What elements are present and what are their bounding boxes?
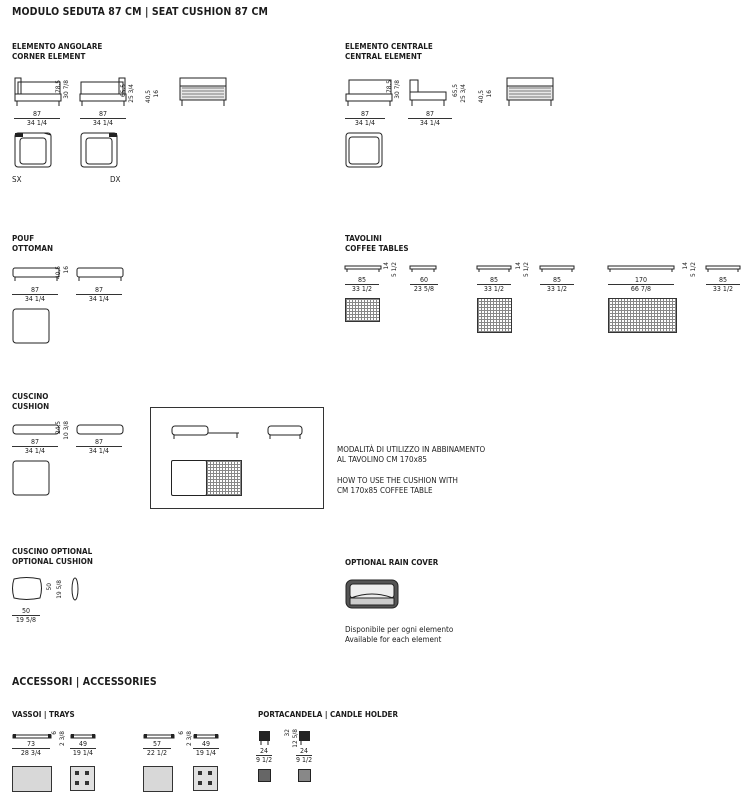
corner-w-in-1: 34 1/4: [14, 118, 60, 127]
tray-a-w-in: 28 3/4: [12, 748, 50, 757]
cushion-title: [12, 392, 49, 412]
table1-w-cm: 85: [357, 276, 366, 284]
corner-width-2: [80, 110, 126, 127]
rain-note-it: Disponibile per ogni elemento: [345, 625, 454, 634]
cushion-w-cm-2: 87: [94, 438, 103, 446]
pouf-h: 40,5: [54, 266, 62, 280]
central-h-total: 78,5: [385, 80, 393, 94]
pouf-h-in: 16: [62, 266, 70, 274]
cushion-title-it: CUSCINO: [12, 392, 49, 401]
central-w-in-2: 34 1/4: [408, 118, 452, 127]
tables-title-en: COFFEE TABLES: [345, 244, 409, 253]
table1-depth: [410, 276, 438, 293]
candle-title: PORTACANDELA | CANDLE HOLDER: [258, 710, 399, 719]
tray-b-w-cm: 57: [152, 740, 161, 748]
table3-d-cm: 85: [718, 276, 727, 284]
opt-cushion-w-cm: 50: [21, 607, 30, 615]
central-width-2: [408, 110, 452, 127]
table1-width: [345, 276, 379, 293]
table3-depth: [706, 276, 740, 293]
table2-h-in: 5 1/2: [522, 262, 530, 277]
central-h-total-in: 30 7/8: [393, 80, 401, 99]
usage-table-top: [206, 460, 242, 496]
table3-h: 14: [681, 262, 689, 270]
candle-h: 32: [283, 729, 291, 737]
pouf-title-it: POUF: [12, 234, 35, 243]
central-w-cm-2: 87: [425, 110, 434, 118]
central-back-view: [505, 76, 557, 108]
pouf-w-in-2: 34 1/4: [76, 294, 122, 303]
usage-en-line-2: CM 170x85 COFFEE TABLE: [337, 486, 433, 495]
tray-a-top-view-2: [70, 766, 98, 792]
cushion-title-en: CUSHION: [12, 402, 50, 411]
pouf-top-view: [12, 308, 52, 346]
corner-top-view-dx: [80, 132, 120, 170]
corner-h-seat-in: 25 3/4: [127, 84, 135, 103]
pouf-title-en: OTTOMAN: [12, 244, 53, 253]
table2-side-view: [540, 265, 580, 273]
pouf-width-2: [76, 286, 122, 303]
central-h-seat-in: 25 3/4: [459, 84, 467, 103]
candle-width-1: [256, 747, 272, 764]
cushion-width-1: [12, 438, 58, 455]
candle-w-in: 9 1/2: [256, 756, 273, 764]
central-w-in-1: 34 1/4: [345, 118, 385, 127]
central-title-it: ELEMENTO CENTRALE: [345, 42, 433, 51]
rain-note: [345, 625, 453, 645]
pouf-title: [12, 234, 53, 254]
candle-w-in-2: 9 1/2: [296, 756, 313, 764]
tray-b-d-in: 19 1/4: [193, 748, 219, 757]
corner-h-arm: 40,5: [144, 90, 152, 104]
central-title: [345, 42, 433, 62]
tray-b-d-cm: 49: [201, 740, 210, 748]
table1-d-in: 23 5/8: [410, 284, 438, 293]
central-title-en: CENTRAL ELEMENT: [345, 52, 422, 61]
tray-a-h-in: 2 3/8: [58, 731, 66, 746]
tables-title-it: TAVOLINI: [345, 234, 382, 243]
tray-b-w-in: 22 1/2: [143, 748, 171, 757]
pouf-w-cm-1: 87: [30, 286, 39, 294]
table2-w-in: 33 1/2: [477, 284, 511, 293]
table1-d-cm: 60: [419, 276, 428, 284]
cushion-w-cm-1: 87: [30, 438, 39, 446]
candle-w-cm-2: 24: [299, 747, 308, 755]
corner-w-cm-1: 87: [32, 110, 41, 118]
cushion-width-2: [76, 438, 122, 455]
table3-w-in: 66 7/8: [608, 284, 674, 293]
opt-cushion-w-in: 19 5/8: [12, 615, 40, 624]
usage-it-line-1: MODALITÀ DI UTILIZZO IN ABBINAMENTO: [337, 445, 486, 454]
tray-a-d-cm: 49: [78, 740, 87, 748]
candle-top-view-2: [298, 769, 311, 782]
central-h-seat: 65,5: [451, 84, 459, 98]
tray-b-h-in: 2 3/8: [185, 731, 193, 746]
central-h-arm-in: 16: [485, 90, 493, 98]
cushion-h: 24,5: [54, 421, 62, 435]
corner-title-en: CORNER ELEMENT: [12, 52, 86, 61]
pouf-w-in-1: 34 1/4: [12, 294, 58, 303]
trays-title: VASSOI | TRAYS: [12, 710, 75, 719]
corner-title-it: ELEMENTO ANGOLARE: [12, 42, 103, 51]
tray-b-top-view-2: [193, 766, 221, 792]
tray-a-d-in: 19 1/4: [70, 748, 96, 757]
table1-side-view: [410, 265, 440, 273]
corner-h-total: 78,5: [54, 80, 62, 94]
opt-cushion-side-view: [70, 576, 80, 602]
table1-h: 14: [382, 262, 390, 270]
opt-cushion-h: 50: [45, 583, 53, 591]
central-h-arm: 40,5: [477, 90, 485, 104]
pouf-width-1: [12, 286, 58, 303]
table1-top-view: [345, 298, 380, 322]
usage-note-en: [337, 476, 458, 496]
usage-diagram-box: [150, 407, 324, 509]
corner-title: [12, 42, 102, 62]
table2-d-in: 33 1/2: [540, 284, 574, 293]
usage-it-line-2: AL TAVOLINO CM 170x85: [337, 455, 427, 464]
page-title: MODULO SEDUTA 87 CM | SEAT CUSHION 87 CM: [12, 6, 268, 18]
candle-h-in: 12 5/8: [291, 729, 299, 748]
rain-title: OPTIONAL RAIN COVER: [345, 558, 439, 567]
opt-cushion-title: [12, 547, 93, 567]
usage-side-view: [267, 424, 307, 440]
usage-front-view: [171, 424, 251, 440]
table2-width: [477, 276, 511, 293]
tray-b-depth: [193, 740, 219, 757]
corner-label-dx: DX: [110, 175, 121, 184]
corner-side-view: [178, 76, 230, 108]
usage-cushion-top: [171, 460, 207, 496]
candle-width-2: [296, 747, 312, 764]
tray-a-width: [12, 740, 50, 757]
opt-cushion-width: [12, 607, 40, 624]
table1-w-in: 33 1/2: [345, 284, 379, 293]
central-w-cm-1: 87: [360, 110, 369, 118]
table1-front-view: [345, 265, 385, 273]
tray-a-top-view: [12, 766, 52, 792]
central-top-view: [345, 132, 385, 170]
candle-w-cm: 24: [259, 747, 268, 755]
corner-top-view-sx: [14, 132, 54, 170]
pouf-w-cm-2: 87: [94, 286, 103, 294]
cushion-side-view: [76, 424, 126, 436]
opt-cushion-front-view: [12, 576, 44, 602]
table3-w-cm: 170: [634, 276, 648, 284]
opt-cushion-title-en: OPTIONAL CUSHION: [12, 557, 93, 566]
corner-width-1: [14, 110, 60, 127]
corner-label-sx: SX: [12, 175, 22, 184]
candle-front-view: [258, 730, 272, 746]
candle-side-view: [298, 730, 312, 746]
opt-cushion-h-in: 19 5/8: [55, 580, 63, 599]
table3-top-view: [608, 298, 677, 333]
cushion-w-in-1: 34 1/4: [12, 446, 58, 455]
table3-side-view: [706, 265, 746, 273]
usage-note-it: [337, 445, 485, 465]
table3-front-view: [608, 265, 678, 273]
central-side-view: [408, 76, 448, 108]
table3-d-in: 33 1/2: [706, 284, 740, 293]
usage-en-line-1: HOW TO USE THE CUSHION WITH: [337, 476, 458, 485]
table3-h-in: 5 1/2: [689, 262, 697, 277]
table2-depth: [540, 276, 574, 293]
tray-b-h: 6: [177, 731, 185, 735]
corner-w-cm-2: 87: [98, 110, 107, 118]
rain-note-en: Available for each element: [345, 635, 442, 644]
table2-h: 14: [514, 262, 522, 270]
tray-b-width: [143, 740, 171, 757]
central-width-1: [345, 110, 385, 127]
cushion-top-view: [12, 460, 52, 498]
corner-w-in-2: 34 1/4: [80, 118, 126, 127]
tray-b-top-view: [143, 766, 173, 792]
corner-h-total-in: 30 7/8: [62, 80, 70, 99]
cushion-w-in-2: 34 1/4: [76, 446, 122, 455]
accessories-title: ACCESSORI | ACCESSORIES: [12, 676, 157, 688]
table3-width: [608, 276, 674, 293]
opt-cushion-title-it: CUSCINO OPTIONAL: [12, 547, 93, 556]
corner-h-arm-in: 16: [152, 90, 160, 98]
pouf-side-view: [76, 266, 126, 282]
corner-h-seat: 65,5: [119, 84, 127, 98]
table2-front-view: [477, 265, 517, 273]
rain-cover-icon: [345, 578, 401, 612]
candle-top-view: [258, 769, 271, 782]
tray-a-depth: [70, 740, 96, 757]
table2-d-cm: 85: [552, 276, 561, 284]
tray-a-h: 6: [50, 731, 58, 735]
table2-w-cm: 85: [489, 276, 498, 284]
table1-h-in: 5 1/2: [390, 262, 398, 277]
table2-top-view: [477, 298, 512, 333]
tables-title: [345, 234, 409, 254]
cushion-h-in: 10 3/8: [62, 421, 70, 440]
tray-a-w-cm: 73: [26, 740, 35, 748]
